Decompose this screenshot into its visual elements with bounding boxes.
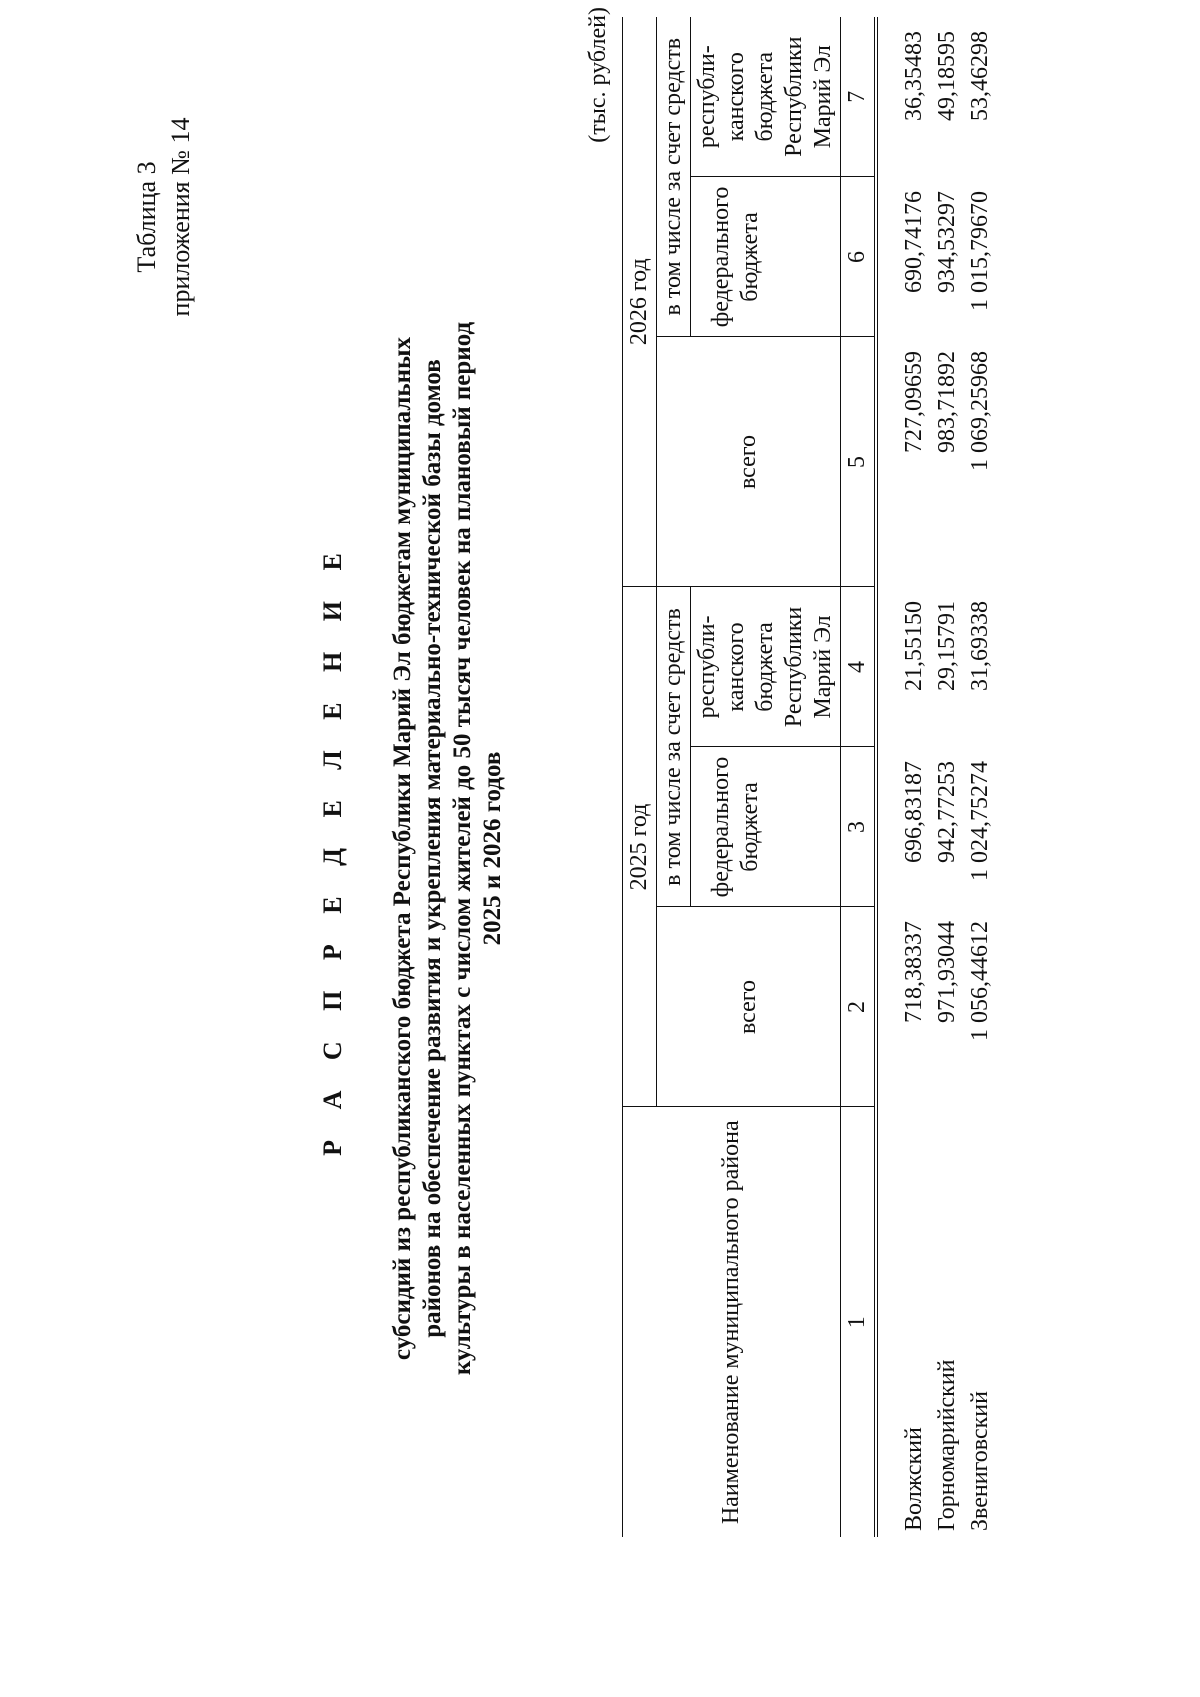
municipality-name: Горномарийский bbox=[934, 1359, 960, 1531]
header-year-2026: 2026 год bbox=[623, 17, 657, 587]
column-number: 3 bbox=[841, 747, 877, 907]
table-row bbox=[931, 17, 964, 1537]
republican-2025: 29,15791 bbox=[934, 600, 960, 691]
municipality-name: Звениговский bbox=[967, 1391, 993, 1531]
document-subtitle: субсидий из республиканского бюджета Республики Марий Эл бюджетам муниципальных районов на обеспечение развития и укрепления материально-технической базы домов культуры в населенных пунктах с числом жителей до 50 тысяч человек на плановый период 2025 и 2026 годов bbox=[389, 321, 506, 1376]
republican-2025: 21,55150 bbox=[901, 600, 927, 691]
federal-2025: 1 024,75274 bbox=[967, 761, 993, 881]
column-number: 2 bbox=[841, 907, 877, 1107]
distribution-table bbox=[622, 17, 997, 1537]
appendix-reference bbox=[130, 77, 198, 357]
column-number: 1 bbox=[841, 1107, 877, 1537]
federal-2025: 942,77253 bbox=[934, 761, 960, 863]
table-row bbox=[876, 17, 931, 1537]
federal-2026: 934,53297 bbox=[934, 190, 960, 293]
total-2026: 1 069,25968 bbox=[967, 350, 993, 471]
table-row bbox=[964, 17, 997, 1537]
federal-2026: 690,74176 bbox=[901, 190, 927, 293]
table-header bbox=[623, 17, 877, 1537]
federal-2026: 1 015,79670 bbox=[967, 190, 993, 311]
header-total-2026: всего bbox=[657, 337, 841, 587]
column-number: 5 bbox=[841, 337, 877, 587]
table-label: Таблица 3 bbox=[132, 161, 161, 273]
header-republican-2025: республи-канского бюджета Республики Марий Эл bbox=[691, 587, 841, 747]
republican-2026: 49,18595 bbox=[934, 30, 960, 121]
header-total-2025: всего bbox=[657, 907, 841, 1107]
column-number: 6 bbox=[841, 177, 877, 337]
header-municipality: Наименование муниципального района bbox=[623, 1107, 841, 1537]
header-republican-2026: республи-канского бюджета Республики Марий Эл bbox=[694, 36, 836, 157]
appendix-label: приложения № 14 bbox=[166, 117, 195, 317]
column-number: 4 bbox=[841, 587, 877, 747]
units-note: (тыс. рублей) bbox=[585, 7, 611, 143]
header-year-2025: 2025 год bbox=[623, 587, 657, 1107]
header-federal-2025: федерального бюджета bbox=[691, 747, 841, 907]
republican-2026: 36,35483 bbox=[901, 30, 927, 121]
column-number: 7 bbox=[841, 17, 877, 177]
total-2025: 718,38337 bbox=[901, 921, 927, 1023]
document-title: Р А С П Р Е Д Е Л Е Н И Е bbox=[318, 541, 347, 1156]
header-including-2025: в том числе за счет средств bbox=[657, 587, 691, 907]
table-body bbox=[876, 17, 997, 1537]
total-2026: 983,71892 bbox=[934, 350, 960, 453]
total-2025: 971,93044 bbox=[934, 921, 960, 1023]
total-2025: 1 056,44612 bbox=[967, 921, 993, 1041]
republican-2026: 53,46298 bbox=[967, 30, 993, 121]
header-federal-2026: федерального бюджета bbox=[691, 177, 841, 337]
republican-2025: 31,69338 bbox=[967, 600, 993, 691]
federal-2025: 696,83187 bbox=[901, 761, 927, 863]
municipality-name: Волжский bbox=[901, 1427, 927, 1531]
total-2026: 727,09659 bbox=[901, 350, 927, 453]
header-including-2026: в том числе за счет средств bbox=[657, 17, 691, 337]
